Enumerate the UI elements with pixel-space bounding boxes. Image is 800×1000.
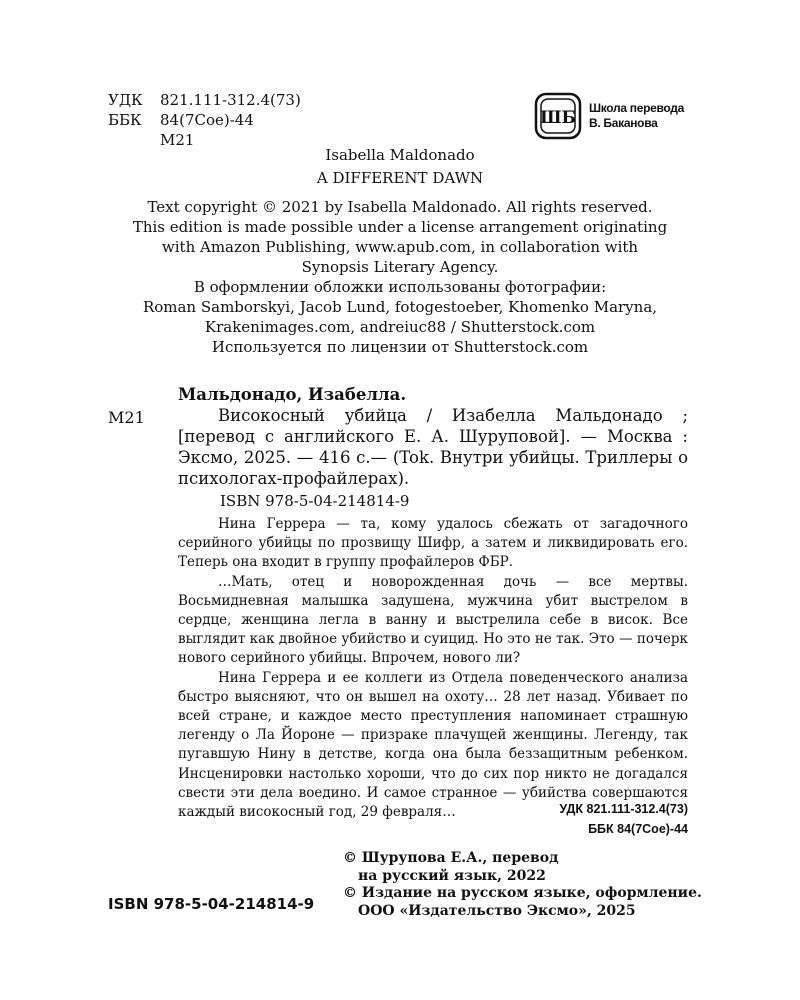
copyright-line: with Amazon Publishing, www.apub.com, in collaboration with	[161, 238, 639, 256]
catalog-mark: М21	[108, 408, 145, 427]
credits-line: Roman Samborskyi, Jacob Lund, fotogestoeber, Khomenko Maryna,	[142, 298, 658, 316]
school-logo-icon	[534, 92, 582, 140]
udk-value: 821.111-312.4(73)	[160, 91, 301, 109]
publisher-logo	[534, 92, 684, 140]
catalog-entry-text: Високосный убийца / Изабелла Мальдонадо ; [перевод с английского Е. А. Шуруповой]. — Москва : Эксмо, 2025. — 416 с.— (Tok. Внутри убийцы. Триллеры о психологах-профайлерах).	[178, 406, 688, 488]
copyright-notice	[100, 197, 700, 277]
copyright-line: Text copyright © 2021 by Isabella Maldonado. All rights reserved.	[147, 198, 653, 216]
annotation	[178, 515, 688, 822]
annotation-paragraph: …Мать, отец и новорожденная дочь — все мертвы. Восьмидневная малышка задушена, мужчина убит выстрелом в сердце, женщина легла в ванну и выстрелила себе в висок. Все выглядит как двойное убийство и суицид. Но это не так. Это — почерк нового серийного убийцы. Впрочем, нового ли?	[178, 573, 688, 667]
catalog-heading: Мальдонадо, Изабелла.	[178, 385, 407, 404]
classification-codes	[108, 90, 301, 150]
edition-copyright-2: ООО «Издательство Эксмо», 2025	[358, 902, 636, 919]
translation-copyright-1: © Шурупова Е.А., перевод	[343, 850, 559, 866]
original-author: Isabella Maldonado	[325, 146, 475, 164]
copyright-line: Synopsis Literary Agency.	[301, 258, 499, 276]
index-udk: УДК 821.111-312.4(73)	[559, 802, 688, 816]
logo-line-1: Школа перевода	[589, 101, 684, 115]
edition-copyright-1: © Издание на русском языке, оформление.	[343, 885, 702, 901]
copyrights-block	[343, 850, 702, 920]
logo-line-2: В. Баканова	[589, 116, 658, 130]
annotation-paragraph: Нина Геррера — та, кому удалось сбежать от загадочного серийного убийцы по прозвищу Шифр, а затем и ликвидировать его. Теперь она входит в группу профайлеров ФБР.	[178, 516, 688, 571]
credits-line: Krakenimages.com, andreiuc88 / Shutterstock.com	[204, 318, 596, 336]
bbk-label: ББК	[108, 111, 142, 129]
photo-credits	[100, 277, 700, 357]
original-title: A DIFFERENT DAWN	[316, 169, 484, 187]
translation-copyright-2: на русский язык, 2022	[358, 867, 546, 884]
udk-label: УДК	[108, 91, 143, 109]
index-bbk: ББК 84(7Сое)-44	[588, 822, 688, 836]
annotation-paragraph: Нина Геррера и ее коллеги из Отдела поведенческого анализа быстро выясняют, что он вышел на охоту… 28 лет назад. Убивает по всей стране, и каждое место преступления напоминает страшную легенду о Ла Йороне — призраке плачущей женщины. Легенду, так пугавшую Нину в детстве, когда она была беззащитным ребенком. Инсценировки настолько хороши, что до сих пор никто не догадался свести эти дела воедино. И самое странное — убийства совершаются каждый високосный год, 29 февраля…	[178, 669, 688, 821]
svg-text:ШБ: ШБ	[539, 108, 577, 128]
credits-line: В оформлении обложки использованы фотографии:	[193, 278, 607, 296]
catalog-entry	[178, 405, 688, 489]
author-mark: М21	[160, 131, 195, 149]
isbn-bottom: ISBN 978-5-04-214814-9	[108, 895, 315, 913]
copyright-line: This edition is made possible under a license arrangement originating	[132, 218, 668, 236]
catalog-isbn: ISBN 978-5-04-214814-9	[220, 492, 410, 510]
credits-line: Используется по лицензии от Shutterstock.com	[211, 338, 589, 356]
logo-caption	[589, 101, 684, 131]
bbk-value: 84(7Сое)-44	[160, 111, 254, 129]
